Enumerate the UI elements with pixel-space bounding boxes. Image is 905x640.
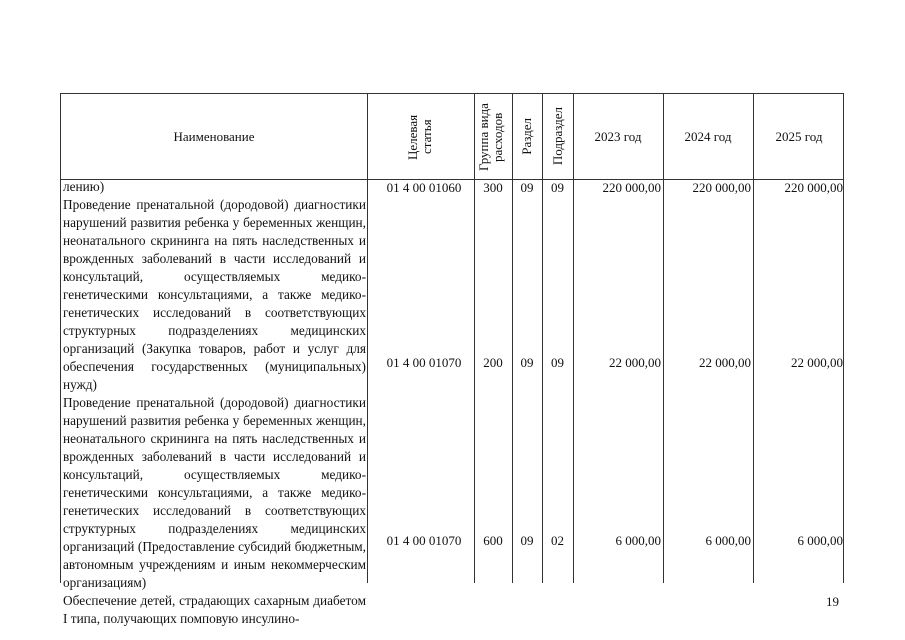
row-2-2025: 22 000,00 — [791, 355, 843, 370]
header-2024 — [663, 94, 753, 179]
header-group-label: Группа вида расходов — [476, 102, 505, 171]
header-subsection — [542, 94, 573, 179]
row-2-2023: 22 000,00 — [609, 355, 661, 370]
row-1-code: 01 4 00 01060 — [386, 180, 462, 195]
row-2-section: 09 — [520, 355, 534, 370]
header-subsection-label: Подраздел — [549, 107, 565, 166]
row-3-2023: 6 000,00 — [615, 533, 661, 548]
name-text-block: лению) — [63, 179, 105, 194]
row-3-subsection: 02 — [551, 533, 564, 548]
header-2025 — [753, 94, 845, 179]
header-2025-label: 2025 год — [775, 128, 823, 144]
header-target-label: Целевая статья — [404, 113, 434, 160]
header-section — [512, 94, 542, 179]
row-1-subsection: 09 — [551, 180, 564, 195]
row-2-group: 200 — [483, 355, 503, 370]
name-text-block: Проведение пренатальной (дородовой) диагностики нарушений развития ребенка у беременных женщин, неонатального скрининга на пять наследственных и врожденных заболеваний в части исследований и консультаций, осуществляемых медико-генетическими консультациями, а также медико-генетических исследований в соответствующих структурных подразделениях медицинских организаций (Закупка товаров, работ и услуг для обеспечения государственных (муниципальных) нужд) — [63, 197, 366, 392]
row-3-code: 01 4 00 01070 — [386, 533, 462, 548]
row-2-2024: 22 000,00 — [699, 355, 751, 370]
header-target — [367, 94, 474, 179]
row-1-section: 09 — [520, 180, 534, 195]
header-name — [61, 94, 367, 179]
row-2-subsection: 09 — [551, 355, 564, 370]
row-3-group: 600 — [483, 533, 503, 548]
header-section-label: Раздел — [519, 118, 534, 155]
row-1-2025: 220 000,00 — [784, 180, 843, 195]
row-1-2023: 220 000,00 — [602, 180, 661, 195]
header-2023 — [573, 94, 663, 179]
row-3-section: 09 — [520, 533, 534, 548]
name-text-block: Проведение пренатальной (дородовой) диагностики нарушений развития ребенка у беременных женщин, неонатального скрининга на пять наследственных и врожденных заболеваний в части исследований и консультаций, осуществляемых медико-генетическими консультациями, а также медико-генетических исследований в соответствующих структурных подразделениях медицинских организаций (Предоставление субсидий бюджетным, автономным учреждениям и иным некоммерческим организациям) — [63, 395, 366, 590]
row-1-group: 300 — [483, 180, 503, 195]
page-number: 19 — [826, 594, 839, 609]
row-2-code: 01 4 00 01070 — [386, 355, 462, 370]
header-name-label: Наименование — [173, 128, 255, 144]
header-2024-label: 2024 год — [684, 128, 732, 144]
row-1-2024: 220 000,00 — [692, 180, 751, 195]
name-text-block: Обеспечение детей, страдающих сахарным диабетом I типа, получающих помповую инсулино- — [63, 593, 366, 626]
header-2023-label: 2023 год — [594, 128, 642, 144]
header-group — [474, 94, 512, 179]
name-column-text — [63, 178, 366, 628]
row-3-2025: 6 000,00 — [797, 533, 843, 548]
row-3-2024: 6 000,00 — [705, 533, 751, 548]
